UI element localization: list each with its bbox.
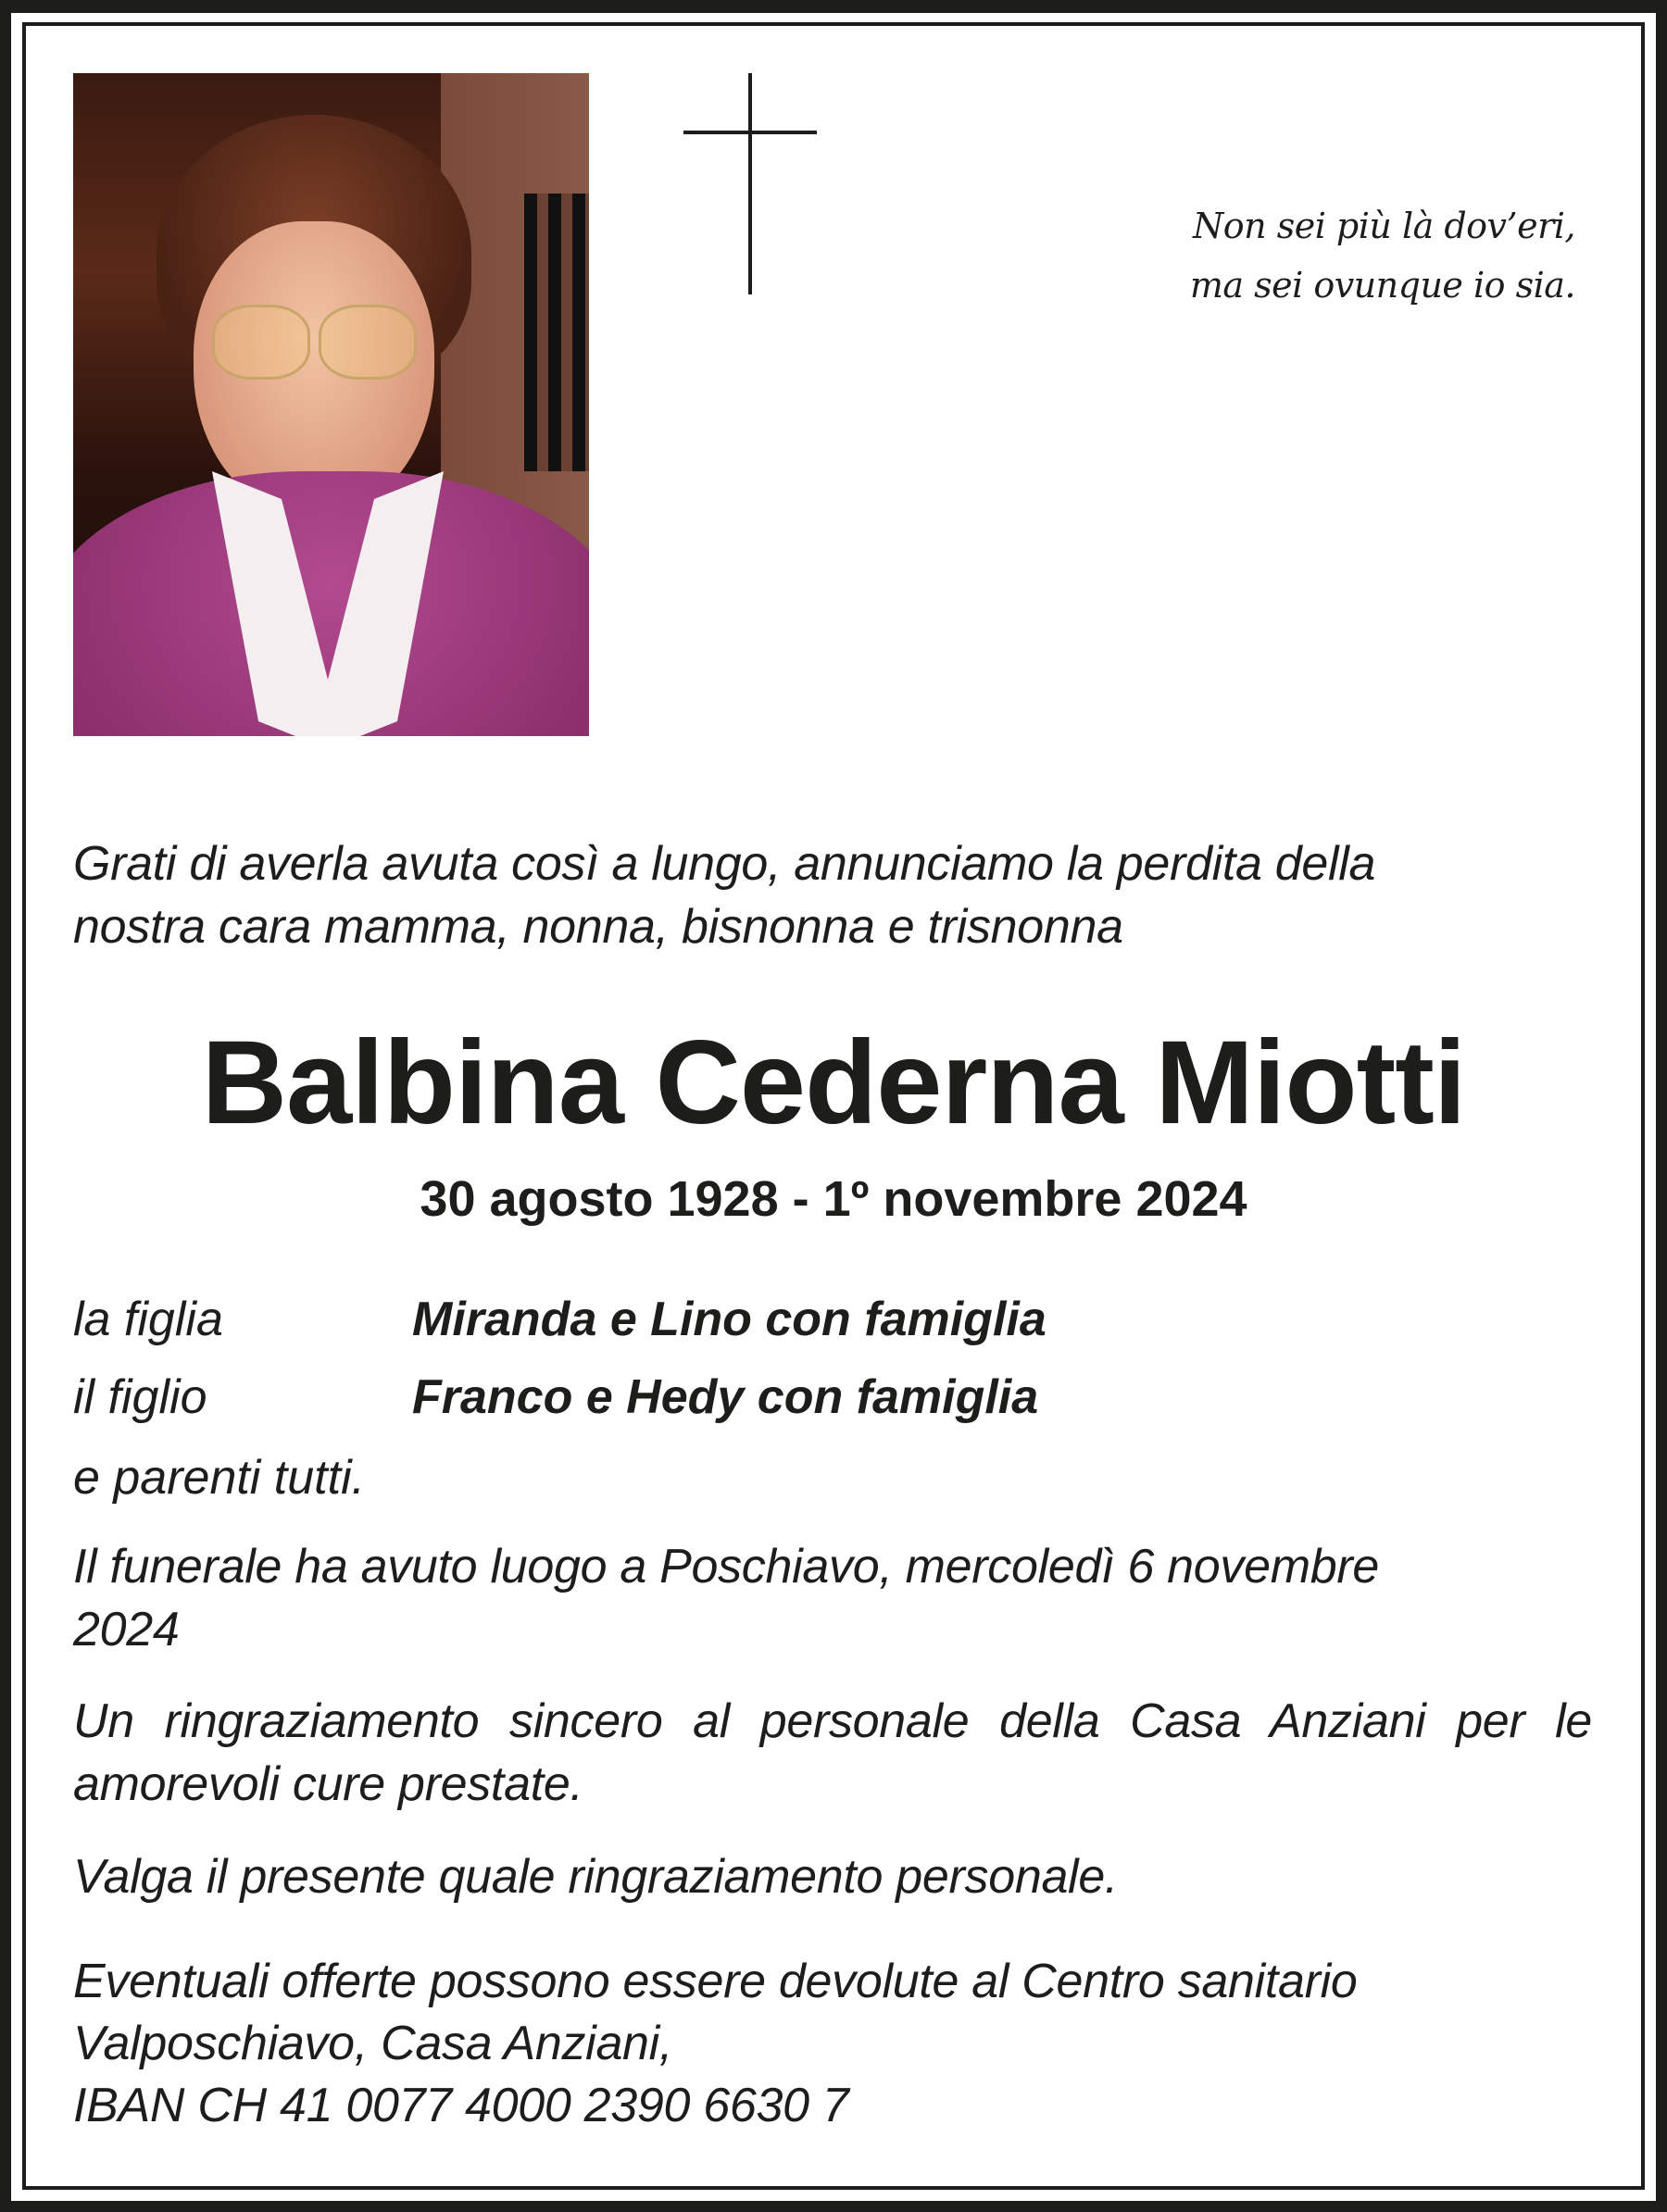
family-relation: il figlio [73, 1370, 207, 1424]
donations-line: Eventuali offerte possono essere devolute al Centro sanitario [73, 1955, 1358, 2008]
intro-text [73, 832, 1592, 958]
funeral-line: Il funerale ha avuto luogo a Poschiavo, mercoledì 6 novembre [73, 1540, 1379, 1593]
intro-line: Grati di averla avuta così a lungo, annunciamo la perdita della [73, 837, 1376, 891]
thanks-line: per le amorevoli cure prestate. [73, 1694, 1592, 1811]
iban-line: IBAN CH 41 0077 4000 2390 6630 7 [73, 2079, 849, 2132]
family-names: Franco e Hedy con famiglia [412, 1370, 1039, 1424]
family-relation: la figlia [73, 1293, 223, 1346]
family-row [73, 1288, 1047, 1351]
funeral-line: 2024 [73, 1603, 180, 1656]
thanks-text [73, 1690, 1592, 1816]
relatives-text: e parenti tutti. [73, 1451, 366, 1505]
quote-line: ma sei ovunque io sia. [1189, 265, 1575, 306]
quote-line: Non sei più là dov’eri, [1193, 206, 1575, 246]
intro-line: nostra cara mamma, nonna, bisnonna e trisnonna [73, 900, 1123, 954]
family-row [73, 1366, 1038, 1429]
epigraph-quote [1190, 196, 1575, 315]
personal-thanks-text: Valga il presente quale ringraziamento personale. [73, 1850, 1119, 1904]
donations-text [73, 1951, 1592, 2137]
life-dates: 30 agosto 1928 - 1º novembre 2024 [420, 1171, 1247, 1227]
deceased-name: Balbina Cederna Miotti [201, 1017, 1466, 1149]
funeral-text [73, 1535, 1592, 1661]
donations-line: Valposchiavo, Casa Anziani, [73, 2017, 673, 2070]
portrait-photo [73, 73, 589, 736]
family-names: Miranda e Lino con famiglia [412, 1293, 1047, 1346]
thanks-line: Un ringraziamento sincero al personale della Casa Anziani [73, 1694, 1426, 1748]
